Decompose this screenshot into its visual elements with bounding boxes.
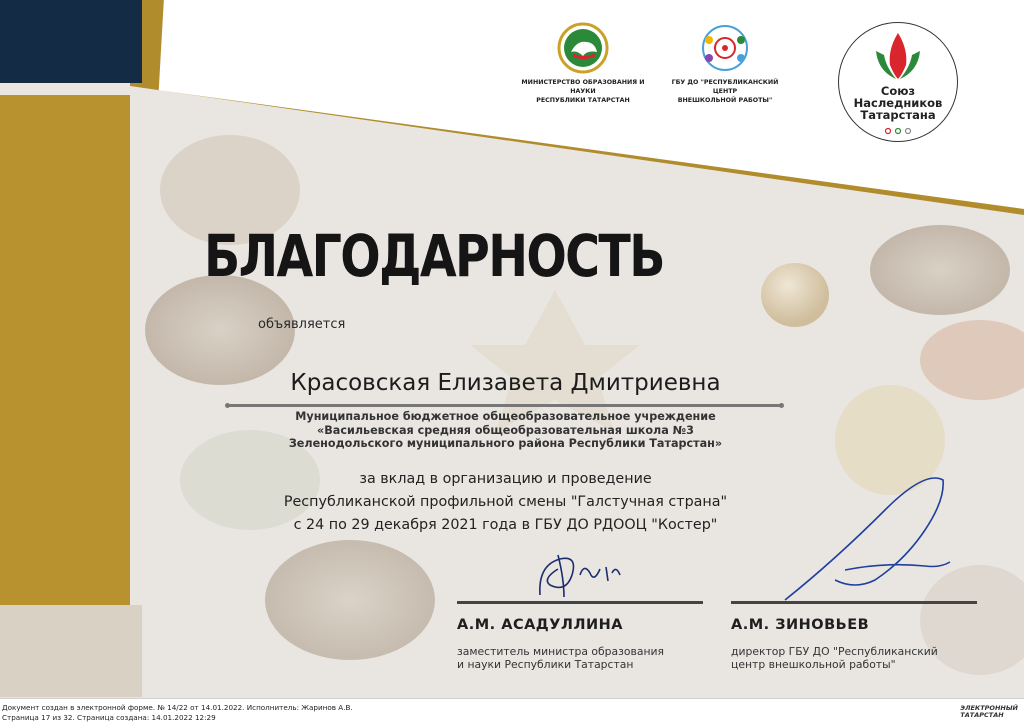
certificate-title: БЛАГОДАРНОСТЬ: [204, 222, 664, 290]
ministry-emblem-icon: [557, 22, 609, 74]
union-caption: Союз Наследников Татарстана: [853, 84, 943, 122]
signature-line-2: [731, 601, 977, 604]
frame-gold-left: [0, 95, 130, 605]
union-logo: [838, 22, 958, 142]
union-dots-icon: [883, 127, 913, 135]
ministry-caption: МИНИСТЕРСТВО ОБРАЗОВАНИЯ И НАУКИ РЕСПУБЛИКИ ТАТАРСТАН: [521, 79, 645, 104]
center-logo: [670, 22, 780, 105]
signatory-name-1: А.М. АСАДУЛЛИНА: [457, 617, 623, 633]
footer-line-2: Страница 17 из 32. Страница создана: 14.01.2022 12:29: [2, 713, 216, 722]
signatory-name-2: А.М. ЗИНОВЬЕВ: [731, 617, 870, 633]
signature-line-1: [457, 601, 703, 604]
signature-zinoviev: [775, 470, 955, 610]
recipient-name: Красовская Елизавета Дмитриевна: [290, 370, 721, 396]
footer-line-1: Документ создан в электронной форме. № 14/22 от 14.01.2022. Исполнитель: Жаринов А.В.: [2, 703, 353, 712]
signature-asadullina: [520, 545, 630, 605]
signatory-role-1: заместитель министра образования и науки Республики Татарстан: [457, 645, 665, 671]
ministry-logo: [518, 22, 648, 105]
announce-text: объявляется: [258, 317, 346, 332]
union-emblem-icon: [868, 31, 928, 83]
name-underline: [228, 404, 781, 407]
signatory-role-2: директор ГБУ ДО "Республиканский центр внешкольной работы": [731, 645, 938, 671]
electronic-tatarstan-brand: ЭЛЕКТРОННЫЙ ТАТАРСТАН: [960, 704, 1018, 719]
document-footer: [0, 698, 1024, 725]
organization-text: Муниципальное бюджетное общеобразовательное учреждение «Васильевская средняя общеобразовательная школа №3 Зеленодольского муниципального района Республики Татарстан»: [288, 410, 723, 450]
frame-navy-corner: [0, 0, 142, 83]
center-emblem-icon: [697, 22, 753, 74]
center-caption: ГБУ ДО "РЕСПУБЛИКАНСКИЙ ЦЕНТР ВНЕШКОЛЬНОЙ РАБОТЫ": [671, 79, 779, 104]
reason-text: за вклад в организацию и проведение Республиканской профильной смены "Галстучная страна" с 24 по 29 декабря 2021 года в ГБУ ДО РДООЦ "Костер": [283, 471, 728, 533]
frame-bottom-corner: [0, 605, 142, 697]
